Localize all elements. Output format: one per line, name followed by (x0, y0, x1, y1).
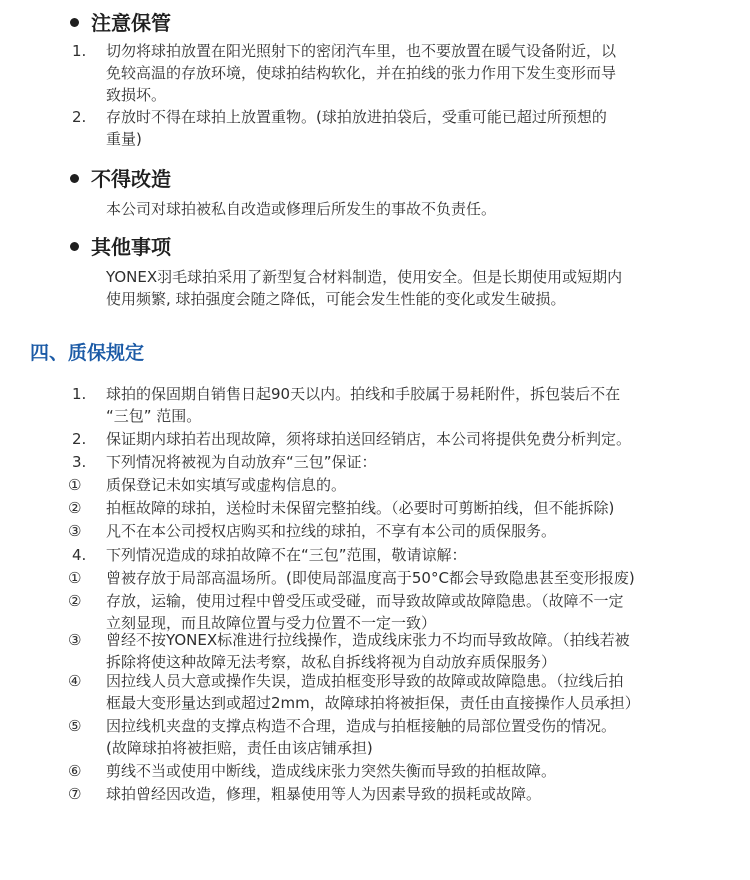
storage-item-2-number: 2. (72, 108, 87, 126)
heading-other (70, 234, 171, 260)
storage-item-2-line-1: 存放时不得在球拍上放置重物。(球拍放进拍袋后，受重可能已超过所预想的 (106, 108, 607, 126)
warranty-item-line: 球拍曾经因改造，修理，粗暴使用等人为因素导致的损耗或故障。 (106, 785, 542, 803)
warranty-item-line: 拆除将使这种故障无法考察，故私自拆线将视为自动放弃质保服务） (106, 653, 557, 671)
warranty-item-line: 球拍的保固期自销售日起90天以内。拍线和手胶属于易耗附件，拆包装后不在 (106, 385, 621, 403)
warranty-item-marker: ④ (68, 672, 82, 690)
other-line-2: 使用频繁, 球拍强度会随之降低，可能会发生性能的变化或发生破损。 (106, 290, 566, 308)
warranty-item-line: “三包” 范围。 (106, 407, 202, 425)
warranty-item-line: 存放，运输，使用过程中曾受压或受碰，而导致故障或故障隐患。（故障不一定 (106, 592, 624, 610)
warranty-item-marker: ③ (68, 522, 82, 540)
warranty-item-line: 质保登记未如实填写或虚构信息的。 (106, 476, 347, 494)
warranty-item-line: (故障球拍将被拒赔，责任由该店铺承担) (106, 739, 373, 757)
warranty-item-marker: ② (68, 499, 82, 517)
warranty-item-marker: ② (68, 592, 82, 610)
heading-storage-text: 注意保管 (91, 11, 171, 35)
warranty-item-marker: ① (68, 476, 82, 494)
bullet-dot-icon (70, 174, 79, 183)
warranty-item-line: 凡不在本公司授权店购买和拉线的球拍，不享有本公司的质保服务。 (106, 522, 557, 540)
heading-storage (70, 10, 171, 36)
warranty-item-line: 立刻显现，而且故障位置与受力位置不一定一致） (106, 614, 437, 632)
no-modify-text: 本公司对球拍被私自改造或修理后所发生的事故不负责任。 (106, 200, 497, 218)
storage-item-1-line-2: 免较高温的存放环境，使球拍结构软化，并在拍线的张力作用下发生变形而导 (106, 64, 617, 82)
storage-item-1-line-1: 切勿将球拍放置在阳光照射下的密闭汽车里，也不要放置在暖气设备附近，以 (106, 42, 617, 60)
warranty-item-line: 下列情况将被视为自动放弃“三包”保证： (106, 453, 377, 471)
warranty-item-marker: 1. (72, 385, 87, 403)
warranty-item-line: 剪线不当或使用中断线，造成线床张力突然失衡而导致的拍框故障。 (106, 762, 557, 780)
bullet-dot-icon (70, 242, 79, 251)
warranty-item-marker: ③ (68, 631, 82, 649)
warranty-item-marker: 4. (72, 546, 87, 564)
warranty-item-marker: ⑤ (68, 717, 82, 735)
warranty-item-line: 因拉线机夹盘的支撑点构造不合理，造成与拍框接触的局部位置受伤的情况。 (106, 717, 617, 735)
warranty-item-marker: ⑥ (68, 762, 82, 780)
warranty-item-line: 保证期内球拍若出现故障，须将球拍送回经销店，本公司将提供免费分析判定。 (106, 430, 632, 448)
warranty-item-marker: 2. (72, 430, 87, 448)
section-title-warranty: 四、质保规定 (30, 342, 145, 364)
warranty-item-line: 下列情况造成的球拍故障不在“三包”范围，敬请谅解： (106, 546, 467, 564)
warranty-item-line: 曾经不按YONEX标准进行拉线操作，造成线床张力不均而导致故障。（拍线若被 (106, 631, 630, 649)
bullet-dot-icon (70, 18, 79, 27)
warranty-item-marker: 3. (72, 453, 87, 471)
heading-no-modify-text: 不得改造 (91, 167, 171, 191)
heading-other-text: 其他事项 (91, 235, 171, 259)
heading-no-modify (70, 166, 171, 192)
warranty-item-marker: ⑦ (68, 785, 82, 803)
other-line-1: YONEX羽毛球拍采用了新型复合材料制造，使用安全。但是长期使用或短期内 (106, 268, 623, 286)
storage-item-1-number: 1. (72, 42, 87, 60)
warranty-item-line: 因拉线人员大意或操作失误，造成拍框变形导致的故障或故障隐患。（拉线后拍 (106, 672, 624, 690)
warranty-item-line: 拍框故障的球拍，送检时未保留完整拍线。（必要时可剪断拍线，但不能拆除) (106, 499, 615, 517)
storage-item-2-line-2: 重量) (106, 130, 142, 148)
storage-item-1-line-3: 致损坏。 (106, 86, 167, 104)
warranty-item-line: 曾被存放于局部高温场所。(即使局部温度高于50°C都会导致隐患甚至变形报废) (106, 569, 635, 587)
warranty-item-marker: ① (68, 569, 82, 587)
warranty-item-line: 框最大变形量达到或超过2mm，故障球拍将被拒保，责任由直接操作人员承担） (106, 694, 640, 712)
